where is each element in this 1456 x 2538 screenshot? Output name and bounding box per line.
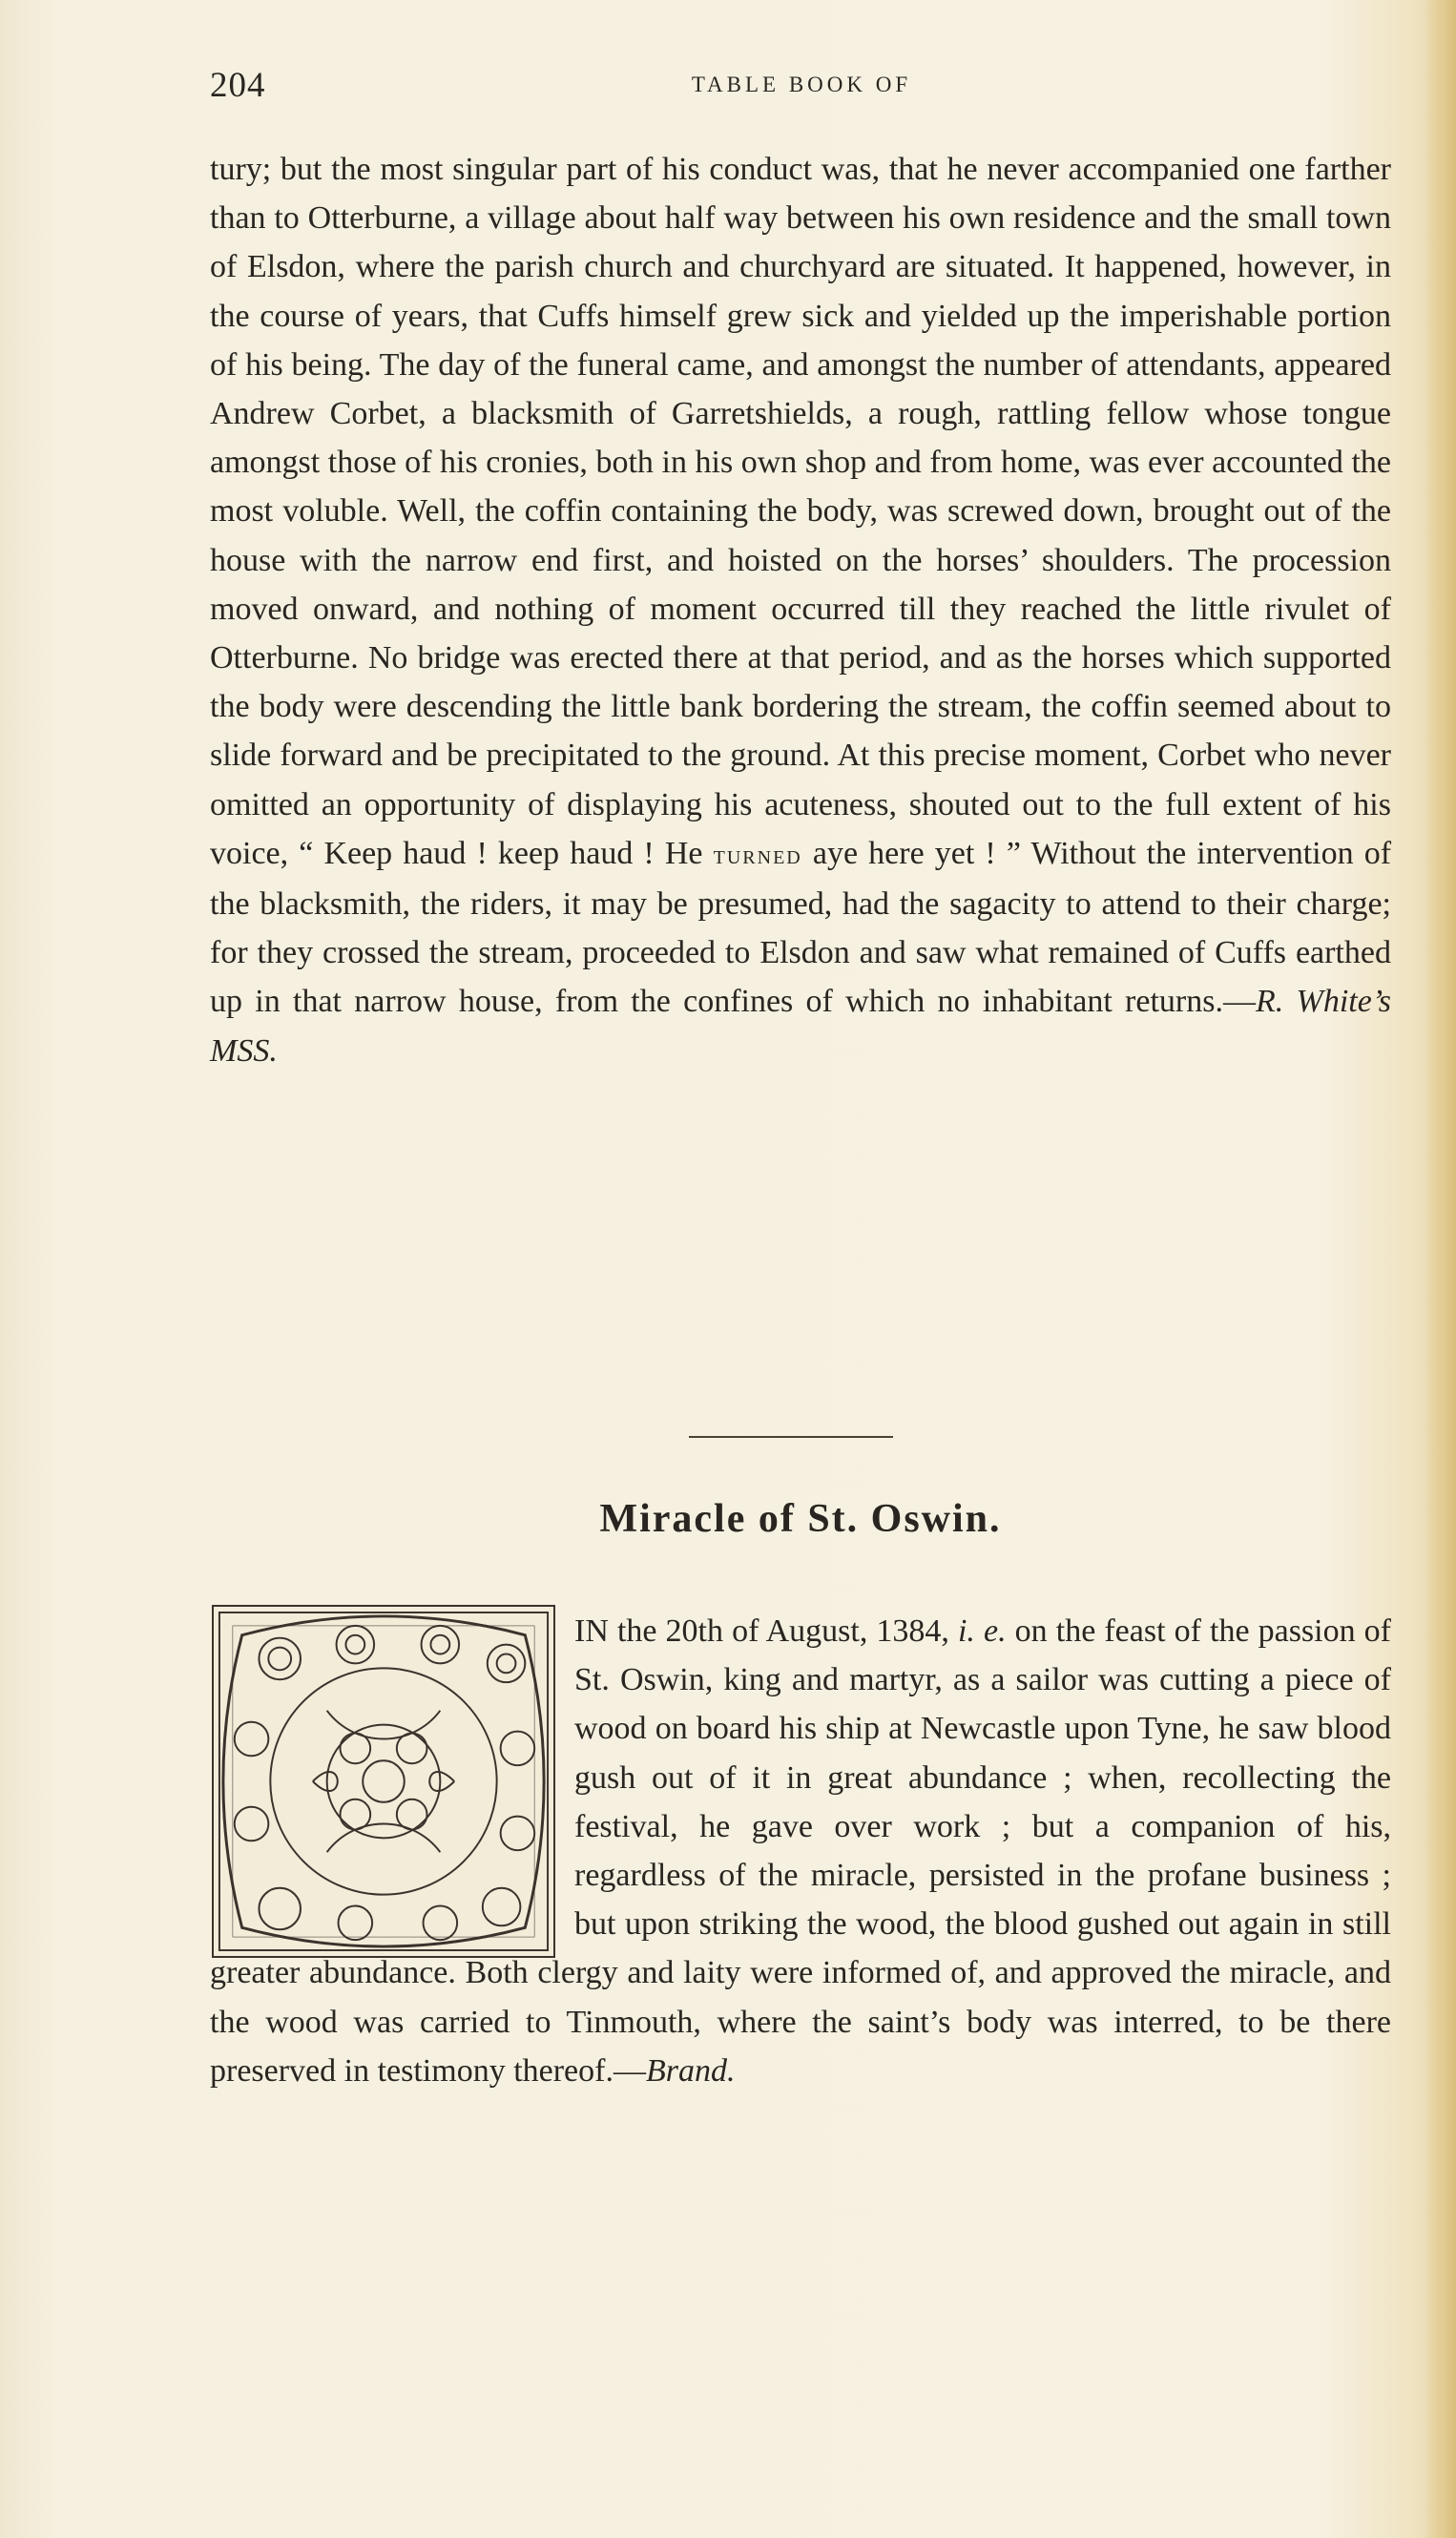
running-head: TABLE BOOK OF <box>691 73 912 96</box>
attribution: R. White’s MSS. <box>210 984 1391 1069</box>
initial-spacer <box>210 1607 574 1948</box>
section-title: Miracle of St. Oswin. <box>599 1497 1002 1541</box>
attribution: Brand. <box>645 2052 736 2089</box>
small-caps-word: turned <box>713 839 802 870</box>
paragraph-text: N the 20th of August, 1384, <box>585 1613 949 1649</box>
paragraph-text: tury; but the most singular part of his conduct was, that he never accompanied one farther than to Otterburne, a village about half way between his own residence and the small town of Elsdon, where the parish church and churchyard are situated. It happened, however, in the course of years, that Cuffs himself grew sick and yielded up the imperishable portion of his being. The day of the funeral came, and amongst the number of attendants, appeared Andrew Corbet, a blacksmith of Garretshields, a rough, rattling fellow whose tongue amongst those of his cronies, both in his own shop and from home, was ever accounted the most voluble. Well, the coffin containing the body, was screwed down, brought out of the house with the narrow end first, and hoisted on the horses’ shoulders. The procession moved onward, and nothing of moment occurred till they reached the little rivulet of Otterburne. No bridge was erected there at that period, and as the horses which supported the body were descending the little bank bordering the stream, the coffin seemed about to slide forward and be precipitated to the ground. At this precise moment, Corbet who never omitted an opportunity of displaying his acuteness, shouted out to the full extent of his voice, “ Keep haud ! keep haud ! He <box>210 152 1391 871</box>
abbreviation-ie: i. e. <box>957 1613 1007 1649</box>
paragraph-text-continued: aye here yet ! ” Without the intervention of the blacksmith, the riders, it may be presumed, had the sagacity to attend to their charge; for they crossed the stream, proceeded to Elsdon and saw what remained of Cuffs earthed up in that narrow house, from the confines of which no inhabitant returns.— <box>210 835 1392 1020</box>
drop-cap-letter: I <box>574 1613 586 1649</box>
page-edge <box>1424 0 1456 2538</box>
paragraph-cuffs-funeral <box>210 145 1391 1075</box>
page-header <box>210 65 1393 113</box>
paragraph-text-continued: on the feast of the passion of St. Oswin, king and martyr, as a sailor was cutting a piece of wood on board his ship at Newcastle upon Tyne, he saw blood gush out of it in great abundance ; when, recollecting the festival, he gave over work ; but a companion of his, regardless of the miracle, persisted in the profane business ; but upon striking the wood, the blood gushed out again in still greater abundance. Both clergy and laity were informed of, and approved the miracle, and the wood was carried to Tinmouth, where the saint’s body was interred, to be there preserved in testimony thereof.— <box>210 1613 1392 2089</box>
paragraph-miracle <box>210 1607 1391 2095</box>
page-number: 204 <box>210 66 266 105</box>
section-divider <box>689 1436 893 1438</box>
